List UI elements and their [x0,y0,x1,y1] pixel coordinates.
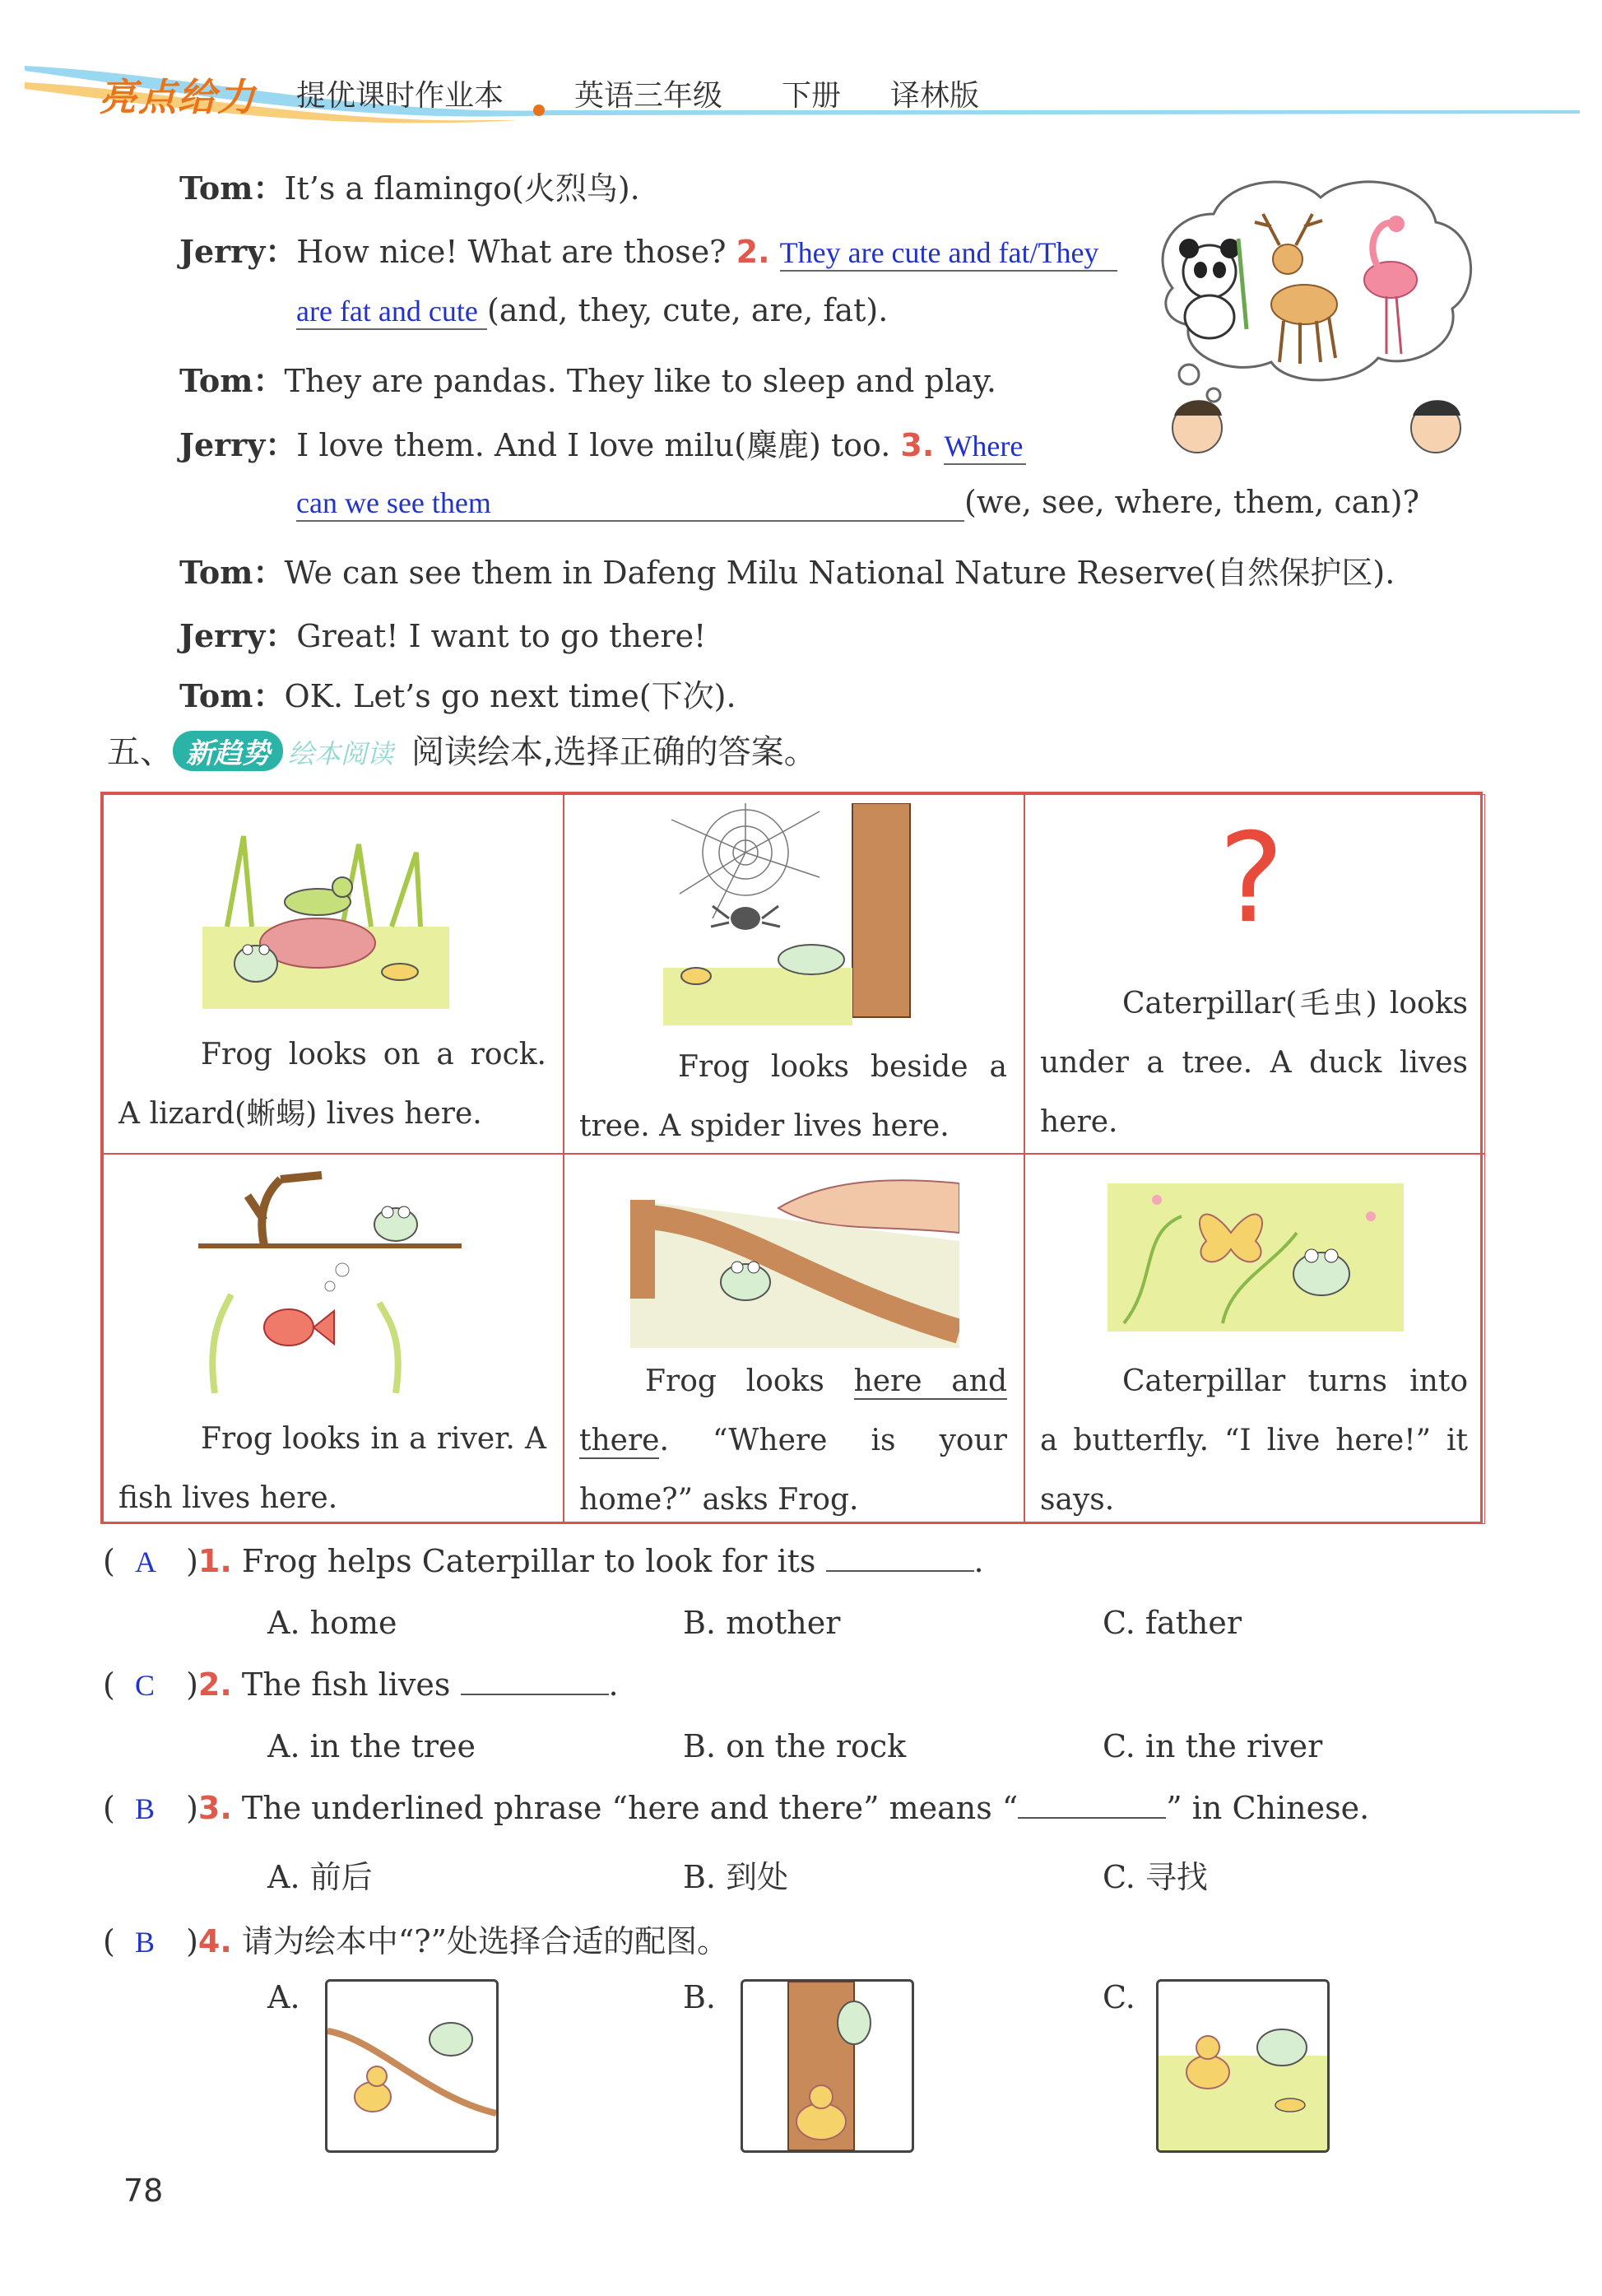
answer-blank-2-continued[interactable]: are fat and cute [296,294,487,330]
duck-grass-image [1159,1982,1327,2150]
duck-river-image [327,1982,496,2150]
option-c[interactable]: C. 寻找 [1103,1859,1208,1895]
speaker-label: Jerry： [179,617,297,654]
panel-text-start: Frog looks [645,1364,824,1398]
panel-text: Caterpillar turns into a butterfly. “I live here!” it says. [1040,1364,1468,1517]
answer-choice[interactable]: B [134,1926,155,1959]
dialogue-line-6 [296,484,1419,522]
dialogue-line-7 [179,547,1395,593]
option-c-picture[interactable] [1156,1979,1330,2153]
panel-text: Frog looks in a river. A fish lives here. [118,1422,546,1515]
question-text: 请为绘本中“?”处选择合适的配图。 [241,1923,729,1959]
panel-question [1024,794,1485,1154]
option-b[interactable]: B. on the rock [683,1728,907,1764]
panel-river [103,1154,564,1524]
panel-text: Frog looks on a rock. A lizard(蜥蜴) lives here. [118,1038,546,1131]
question-number: 4. [197,1923,232,1959]
dialogue-line-2 [179,226,1117,272]
volume-label: 下册 [782,79,842,113]
dialogue-line-3 [296,292,888,330]
dialogue-text: We can see them in Dafeng Milu National Nature Reserve(自然保护区). [284,555,1395,591]
panel-butterfly [1024,1154,1485,1524]
dialogue-illustration [1140,165,1485,461]
option-c[interactable]: C. father [1103,1605,1242,1641]
panel-text: Caterpillar(毛虫) looks under a tree. A duck lives here. [1040,987,1468,1139]
dialogue-text: How nice! What are those? [296,234,727,270]
panel-here-and-there [564,1154,1024,1524]
section-number: 五、 [107,733,173,771]
answer-choice[interactable]: C [134,1669,155,1702]
frog-path-picture [630,1167,959,1348]
option-b[interactable]: B. mother [683,1605,841,1641]
speaker-label: Tom： [179,677,285,714]
speaker-label: Tom： [179,170,285,207]
dialogue-text: It’s a flamingo(火烈鸟). [284,170,640,207]
question-1: ( A )1. Frog helps Caterpillar to look for its . [103,1543,984,1579]
subject-label: 英语三年级 [574,79,723,113]
underlined-phrase: here and there [579,1364,1008,1457]
lizard-rock-picture [194,820,457,1017]
option-c[interactable]: C. in the river [1103,1728,1323,1764]
speaker-label: Tom： [179,362,285,399]
option-a[interactable]: A. in the tree [267,1728,476,1764]
speaker-label: Tom： [179,554,285,591]
dialogue-text: OK. Let’s go next time(下次). [284,678,736,714]
edition-label: 译林版 [890,79,980,113]
option-a[interactable]: A. home [267,1605,397,1641]
book-title: 提优课时作业本 [296,79,504,113]
dialogue-text: Great! I want to go there! [296,618,707,654]
picture-book-grid [100,792,1483,1524]
question-2: ( C )2. The fish lives . [103,1666,619,1703]
question-text: The fish lives [241,1666,451,1703]
option-b-label[interactable]: B. [683,1979,717,2015]
speaker-label: Jerry： [179,233,297,270]
question-number: 3. [900,427,935,463]
duck-tree-image [743,1982,912,2150]
panel-text-end: . “Where is your home?” asks Frog. [579,1424,1007,1517]
panel-text [579,1352,1007,1530]
option-c-label[interactable]: C. [1103,1979,1135,2015]
option-b-picture[interactable] [741,1979,914,2153]
answer-blank-3-continued[interactable]: can we see them [296,486,964,522]
question-mark: ? [1219,807,1284,950]
option-a[interactable]: A. 前后 [267,1859,373,1895]
question-text: Frog helps Caterpillar to look for its [241,1543,816,1579]
option-b[interactable]: B. 到处 [683,1859,789,1895]
page-number: 78 [123,2173,164,2209]
trend-badge: 新趋势 [173,731,283,771]
question-tail: . [973,1543,984,1579]
question-3: ( B )3. The underlined phrase “here and there” means “ ” in Chinese. [103,1790,1370,1826]
question-tail: ” in Chinese. [1166,1790,1370,1826]
option-a-picture[interactable] [325,1979,499,2153]
word-hint: (we, see, where, them, can)? [964,484,1419,520]
answer-choice[interactable]: B [134,1792,155,1825]
dialogue-line-1 [179,163,640,208]
speaker-label: Jerry： [179,426,297,463]
question-number: 2. [197,1666,232,1703]
section-heading [107,726,817,773]
dialogue-text: I love them. And I love milu(麋鹿) too. [296,427,891,463]
spider-tree-picture [663,803,926,1025]
answer-blank-2[interactable]: They are cute and fat/They [780,235,1117,272]
dialogue-text: They are pandas. They like to sleep and play. [284,363,997,399]
panel-tree [564,794,1024,1154]
section-instruction: 阅读绘本,选择正确的答案。 [411,733,817,771]
panel-text: Frog looks beside a tree. A spider lives here. [579,1050,1007,1143]
panel-rock [103,794,564,1154]
butterfly-picture [1107,1183,1404,1332]
fish-river-picture [198,1171,462,1393]
page-header [25,58,1580,140]
dialogue-line-8 [179,611,706,656]
question-4: ( B )4. 请为绘本中“?”处选择合适的配图。 [103,1923,729,1959]
brand-logo-text: 亮点给力 [99,75,257,119]
dialogue-line-4 [179,356,996,401]
question-tail: . [608,1666,619,1703]
badge-subtitle: 绘本阅读 [288,738,394,769]
answer-blank[interactable] [1018,1817,1166,1819]
question-text: The underlined phrase “here and there” means “ [241,1790,1019,1826]
dialogue-line-5 [179,420,1026,465]
question-number: 1. [197,1543,232,1579]
question-number: 2. [736,234,770,270]
option-a-label[interactable]: A. [267,1979,300,2015]
answer-blank-3[interactable]: Where [944,429,1026,465]
answer-blank[interactable] [461,1694,609,1695]
question-number: 3. [197,1790,232,1826]
answer-choice[interactable]: A [134,1545,156,1578]
word-hint: (and, they, cute, are, fat). [487,292,889,328]
answer-blank[interactable] [826,1570,974,1572]
dialogue-line-9 [179,671,736,716]
